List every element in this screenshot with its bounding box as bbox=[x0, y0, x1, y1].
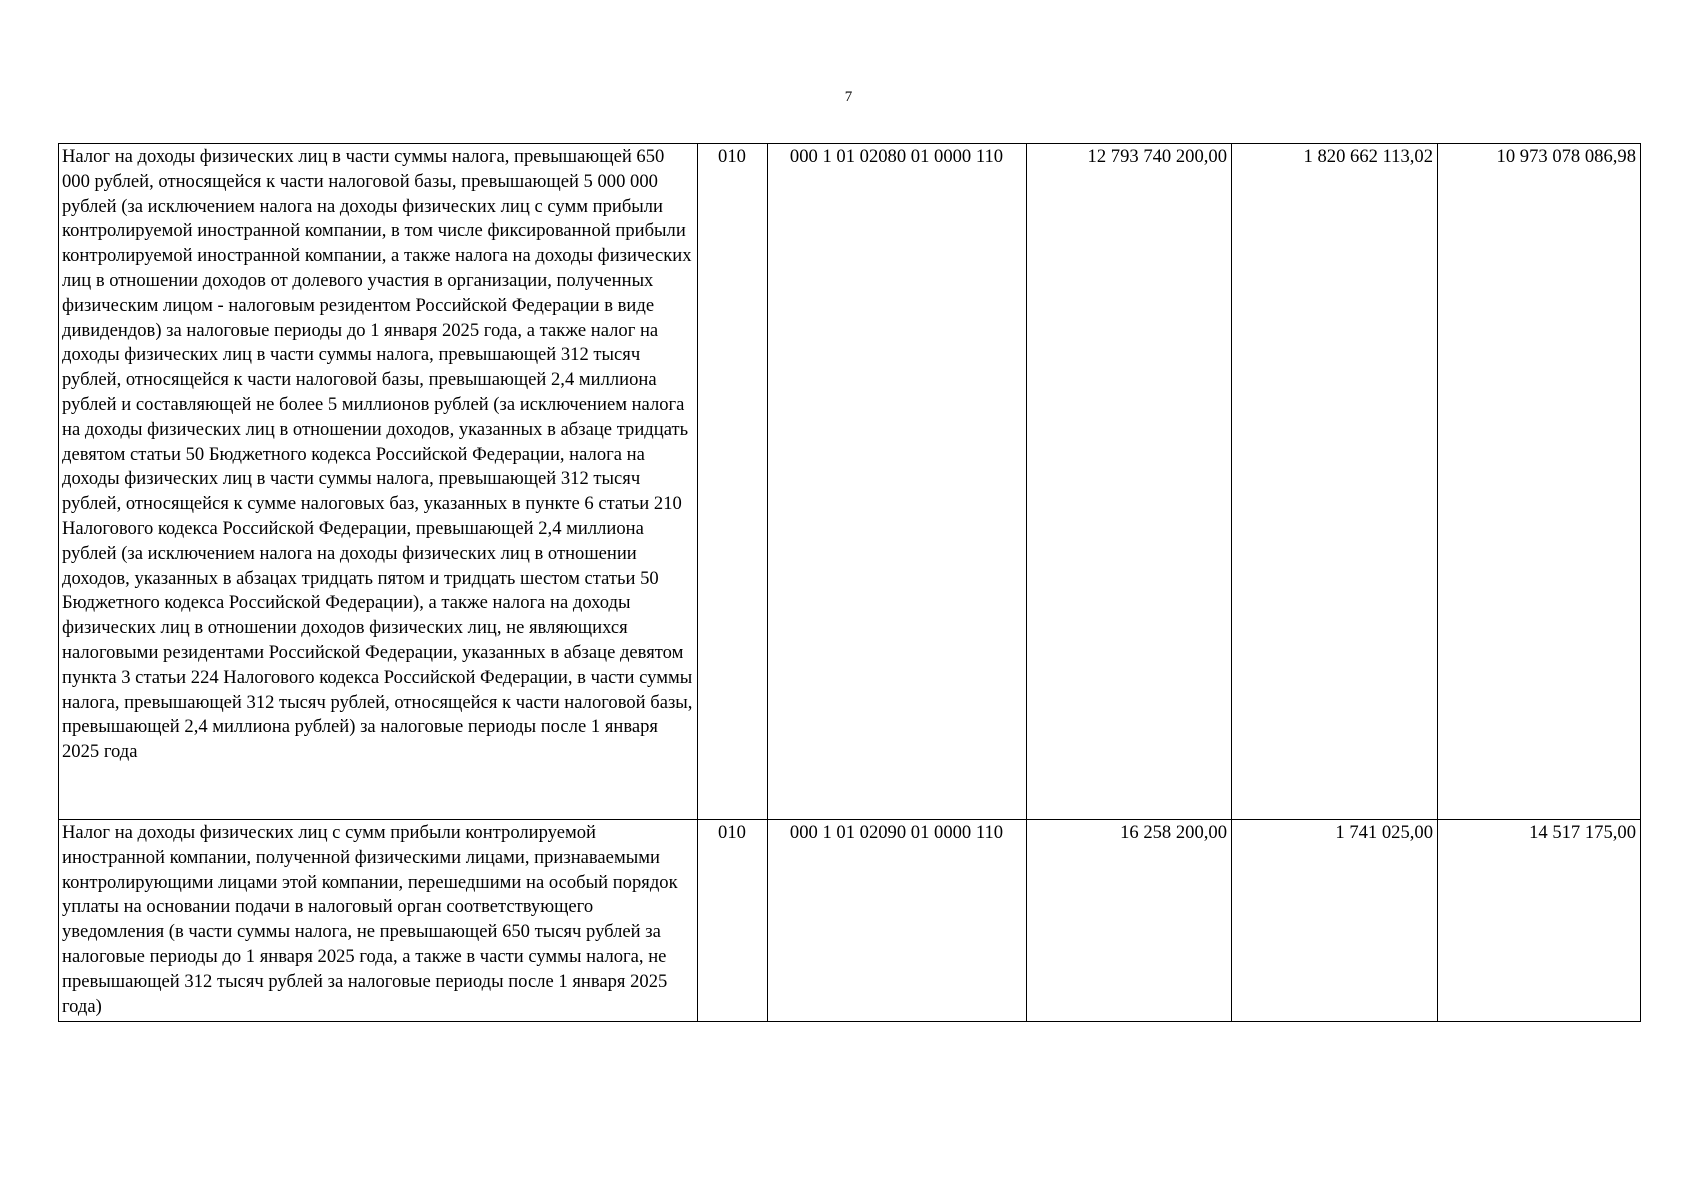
row-amount-1-cell: 16 258 200,00 bbox=[1027, 820, 1232, 1022]
row-line-code-cell: 010 bbox=[698, 820, 768, 1022]
row-amount-3-cell: 14 517 175,00 bbox=[1438, 820, 1641, 1022]
row-name-cell: Налог на доходы физических лиц в части суммы налога, превышающей 650 000 рублей, относящейся к части налоговой базы, превышающей 5 000 000 рублей (за исключением налога на доходы физических лиц с сумм прибыли контролируемой иностранной компании, в том числе фиксированной прибыли контролируемой иностранной компании, а также налога на доходы физических лиц в отношении доходов от долевого участия в организации, полученных физическим лицом - налоговым резидентом Российской Федерации в виде дивидендов) за налоговые периоды до 1 января 2025 года, а также налог на доходы физических лиц в части суммы налога, превышающей 312 тысяч рублей, относящейся к части налоговой базы, превышающей 2,4 миллиона рублей и составляющей не более 5 миллионов рублей (за исключением налога на доходы физических лиц в отношении доходов, указанных в абзаце тридцать девятом статьи 50 Бюджетного кодекса Российской Федерации, налога на доходы физических лиц в части суммы налога, превышающей 312 тысяч рублей, относящейся к сумме налоговых баз, указанных в пункте 6 статьи 210 Налогового кодекса Российской Федерации, превышающей 2,4 миллиона рублей (за исключением налога на доходы физических лиц в отношении доходов, указанных в абзацах тридцать пятом и тридцать шестом статьи 50 Бюджетного кодекса Российской Федерации), а также налога на доходы физических лиц в отношении доходов физических лиц, не являющихся налоговыми резидентами Российской Федерации, указанных в абзаце девятом пункта 3 статьи 224 Налогового кодекса Российской Федерации, в части суммы налога, превышающей 312 тысяч рублей, относящейся к части налоговой базы, превышающей 2,4 миллиона рублей) за налоговые периоды после 1 января 2025 года bbox=[59, 144, 698, 820]
row-name-cell: Налог на доходы физических лиц с сумм прибыли контролируемой иностранной компании, полученной физическими лицами, признаваемыми контролирующими лицами этой компании, перешедшими на особый порядок уплаты на основании подачи в налоговый орган соответствующего уведомления (в части суммы налога, не превышающей 650 тысяч рублей за налоговые периоды до 1 января 2025 года, а также в части суммы налога, не превышающей 312 тысяч рублей за налоговые периоды после 1 января 2025 года) bbox=[59, 820, 698, 1022]
row-amount-2-cell: 1 741 025,00 bbox=[1232, 820, 1438, 1022]
row-budget-code-cell: 000 1 01 02090 01 0000 110 bbox=[768, 820, 1027, 1022]
row-amount-3-cell: 10 973 078 086,98 bbox=[1438, 144, 1641, 820]
table-row bbox=[59, 820, 1641, 1022]
row-budget-code-cell: 000 1 01 02080 01 0000 110 bbox=[768, 144, 1027, 820]
income-tax-table bbox=[58, 143, 1641, 1022]
row-amount-1-cell: 12 793 740 200,00 bbox=[1027, 144, 1232, 820]
row-amount-2-cell: 1 820 662 113,02 bbox=[1232, 144, 1438, 820]
table-row bbox=[59, 144, 1641, 820]
page-number: 7 bbox=[844, 89, 853, 105]
row-line-code-cell: 010 bbox=[698, 144, 768, 820]
